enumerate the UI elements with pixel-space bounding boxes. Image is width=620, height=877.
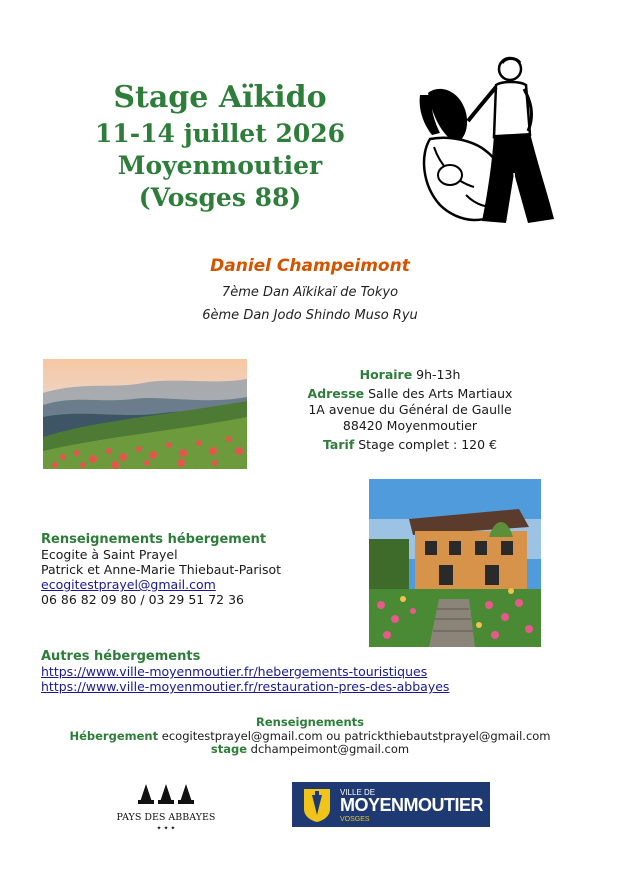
lodging-phone: 06 86 82 09 80 / 03 29 51 72 36 (41, 592, 245, 607)
event-dates: 11-14 juillet 2026 (94, 119, 346, 148)
contact-stage-row (0, 742, 620, 756)
teacher-name: Daniel Champeimont (210, 256, 410, 276)
pays-des-abbayes-logo (104, 780, 228, 832)
contact-lodging-label: Hébergement (69, 729, 159, 743)
ville-moyenmoutier-logo (292, 782, 490, 827)
other-lodgings (41, 649, 449, 694)
contact-stage-label: stage (210, 742, 248, 756)
event-town: Moyenmoutier (117, 151, 323, 180)
lodging-hosts: Patrick et Anne-Marie Thiebaut-Parisot (41, 562, 282, 577)
contact-stage-value: dchampeimont@gmail.com (250, 742, 410, 756)
other-lodgings-heading: Autres hébergements (41, 649, 201, 664)
restaurant-url-link[interactable]: https://www.ville-moyenmoutier.fr/restauration-pres-des-abbayes (41, 679, 450, 694)
contact-lodging-row (0, 729, 620, 743)
schedule-value: 9h-13h (416, 367, 461, 382)
ville-logo-sub: VOSGES (340, 816, 370, 823)
schedule-label: Horaire (359, 367, 413, 382)
price (290, 437, 530, 453)
ecogite-house-photo (369, 479, 541, 647)
address-line-3: 88420 Moyenmoutier (342, 418, 478, 433)
lodging-name: Ecogite à Saint Prayel (41, 547, 178, 562)
ville-logo-name: MOYENMOUTIER (340, 795, 484, 815)
lodging-info (41, 532, 281, 607)
lodging-email-link[interactable]: ecogitestprayel@gmail.com (41, 577, 216, 592)
ville-crest-icon (302, 787, 332, 823)
vosges-landscape-photo (43, 359, 247, 469)
ville-logo-small: VILLE DE (340, 788, 376, 797)
teacher-rank-aikido: 7ème Dan Aïkikaï de Tokyo (221, 285, 399, 300)
contact-lodging-value: ecogitestprayel@gmail.com ou patrickthiebautstprayel@gmail.com (161, 729, 551, 743)
contacts-heading-row (0, 715, 620, 729)
aikido-illustration (410, 55, 580, 240)
schedule (290, 367, 530, 383)
address (290, 386, 530, 434)
event-title: Stage Aïkido (113, 80, 327, 115)
lodging-heading: Renseignements hébergement (41, 532, 267, 547)
contacts-heading: Renseignements (256, 715, 364, 729)
address-line-2: 1A avenue du Général de Gaulle (308, 402, 512, 417)
price-label: Tarif (323, 437, 355, 452)
event-region: (Vosges 88) (138, 183, 302, 212)
abbayes-logo-text: PAYS DES ABBAYES (116, 812, 216, 823)
teacher-rank-jodo: 6ème Dan Jodo Shindo Muso Ryu (202, 308, 418, 323)
svg-text:✦ ✦ ✦: ✦ ✦ ✦ (156, 825, 176, 832)
lodging-url-link[interactable]: https://www.ville-moyenmoutier.fr/hebergements-touristiques (41, 664, 428, 679)
address-label: Adresse (307, 386, 365, 401)
price-value: Stage complet : 120 € (358, 437, 497, 452)
address-line-1: Salle des Arts Martiaux (368, 386, 513, 401)
